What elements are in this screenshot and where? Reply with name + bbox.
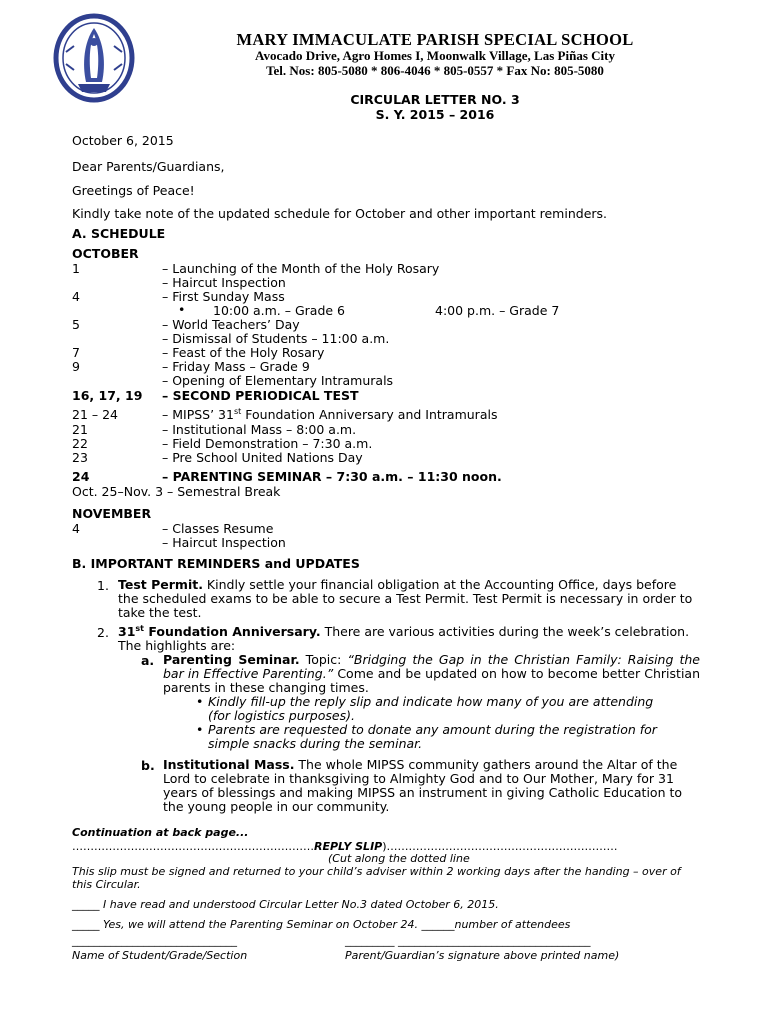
reminder-test-permit: Test Permit. Kindly settle your financial obligation at the Accounting Office, days before the scheduled exams to be able to secure a Test Permit. Test Permit is necessary in order to take the test.: [118, 577, 693, 620]
institutional-mass-item: Institutional Mass. The whole MIPSS community gathers around the Altar of the Lord to celebrate in thanksgiving to Almighty God and to Our Mother, Mary for 31 years of blessings and making MIPSS an instrument in giving Catholic Education to the young people in our community.: [163, 757, 683, 814]
late-event: – Field Demonstration – 7:30 a.m.: [162, 436, 373, 451]
reply-slip-cutline: …………………………………………………………REPLY SLIP)………………………………………………………: [72, 840, 618, 853]
school-seal-logo: [48, 12, 140, 104]
acknowledgement-checkline[interactable]: _____ I have read and understood Circular Letter No.3 dated October 6, 2015.: [72, 898, 499, 911]
cut-instruction: (Cut along the dotted line: [328, 852, 470, 865]
item-label: b.: [141, 758, 155, 773]
seminar-note: Parents are requested to donate any amount during the registration for simple snacks during the seminar.: [208, 722, 657, 751]
oct-event: – World Teachers’ Day: [162, 317, 300, 332]
semestral-break: Oct. 25–Nov. 3 – Semestral Break: [72, 484, 281, 499]
late-event: – Pre School United Nations Day: [162, 450, 363, 465]
late-day: 22: [72, 436, 88, 451]
reminders-heading: B. IMPORTANT REMINDERS and UPDATES: [72, 556, 360, 571]
nov-event: – Classes Resume: [162, 521, 274, 536]
continuation-note: Continuation at back page...: [72, 826, 249, 839]
bullet-icon: •: [178, 302, 186, 317]
item-label: a.: [141, 653, 155, 668]
oct-event: – Feast of the Holy Rosary: [162, 345, 325, 360]
oct-day: 4: [72, 289, 80, 304]
signature-line[interactable]: _________ ___________________________________: [345, 934, 591, 947]
october-heading: OCTOBER: [72, 246, 139, 261]
oct-event: – First Sunday Mass: [162, 289, 285, 304]
oct-event: – Friday Mass – Grade 9: [162, 359, 310, 374]
late-event: – MIPSS’ 31st Foundation Anniversary and Intramurals: [162, 406, 498, 422]
attendance-checkline[interactable]: _____ Yes, we will attend the Parenting Seminar on October 24. ______number of attendees: [72, 918, 571, 931]
seminar-note: Kindly fill-up the reply slip and indicate how many of you are attending (for logistics purposes).: [208, 694, 654, 723]
circular-title: CIRCULAR LETTER NO. 3: [350, 92, 520, 107]
late-day: 23: [72, 450, 88, 465]
bullet-icon: •: [196, 694, 204, 709]
signature-label: Parent/Guardian’s signature above printed name): [345, 949, 620, 962]
mass-grade6: 10:00 a.m. – Grade 6: [213, 303, 346, 318]
student-name-label: Name of Student/Grade/Section: [72, 949, 248, 962]
parenting-seminar-item: Parenting Seminar. Topic: “Bridging the Gap in the Christian Family: Raising the bar in Effective Parenting.” Come and be updated on how to become better Christian parents in these changing times.: [163, 652, 700, 695]
nov-day: 4: [72, 521, 80, 536]
oct-day: 1: [72, 261, 80, 276]
school-address: Avocado Drive, Agro Homes I, Moonwalk Village, Las Piñas City: [255, 48, 615, 63]
late-day: 21: [72, 422, 88, 437]
reminder-number: 2.: [97, 625, 109, 640]
periodical-test: – SECOND PERIODICAL TEST: [162, 388, 359, 403]
oct-day: 9: [72, 359, 80, 374]
mass-grade7: 4:00 p.m. – Grade 7: [435, 303, 560, 318]
letter-date: October 6, 2015: [72, 133, 174, 148]
oct-day: 5: [72, 317, 80, 332]
november-heading: NOVEMBER: [72, 506, 152, 521]
slip-instruction: This slip must be signed and returned to your child’s adviser within 2 working days after the handing – over of this Circular.: [72, 865, 681, 891]
reminder-number: 1.: [97, 578, 109, 593]
oct-day: 7: [72, 345, 80, 360]
schedule-heading: A. SCHEDULE: [72, 226, 166, 241]
school-phones: Tel. Nos: 805-5080 * 806-4046 * 805-0557 * Fax No: 805-5080: [266, 63, 604, 78]
late-day: 21 – 24: [72, 407, 119, 422]
oct-event: – Launching of the Month of the Holy Rosary: [162, 261, 440, 276]
intro-text: Kindly take note of the updated schedule for October and other important reminders.: [72, 206, 608, 221]
nov-event: – Haircut Inspection: [162, 535, 286, 550]
oct-event: – Dismissal of Students – 11:00 a.m.: [162, 331, 390, 346]
late-event: – Institutional Mass – 8:00 a.m.: [162, 422, 357, 437]
salutation: Dear Parents/Guardians,: [72, 159, 225, 174]
reminder-foundation: 31st Foundation Anniversary. There are various activities during the week’s celebration. The highlights are:: [118, 623, 690, 653]
bullet-icon: •: [196, 722, 204, 737]
seminar-day: 24: [72, 469, 90, 484]
school-name: MARY IMMACULATE PARISH SPECIAL SCHOOL: [236, 30, 634, 49]
oct-event: – Opening of Elementary Intramurals: [162, 373, 394, 388]
periodical-days: 16, 17, 19: [72, 388, 143, 403]
school-year: S. Y. 2015 – 2016: [375, 107, 495, 122]
oct-event: – Haircut Inspection: [162, 275, 286, 290]
student-name-line[interactable]: ______________________________: [72, 934, 237, 947]
greeting: Greetings of Peace!: [72, 183, 195, 198]
parenting-seminar: – PARENTING SEMINAR – 7:30 a.m. – 11:30 noon.: [162, 469, 502, 484]
